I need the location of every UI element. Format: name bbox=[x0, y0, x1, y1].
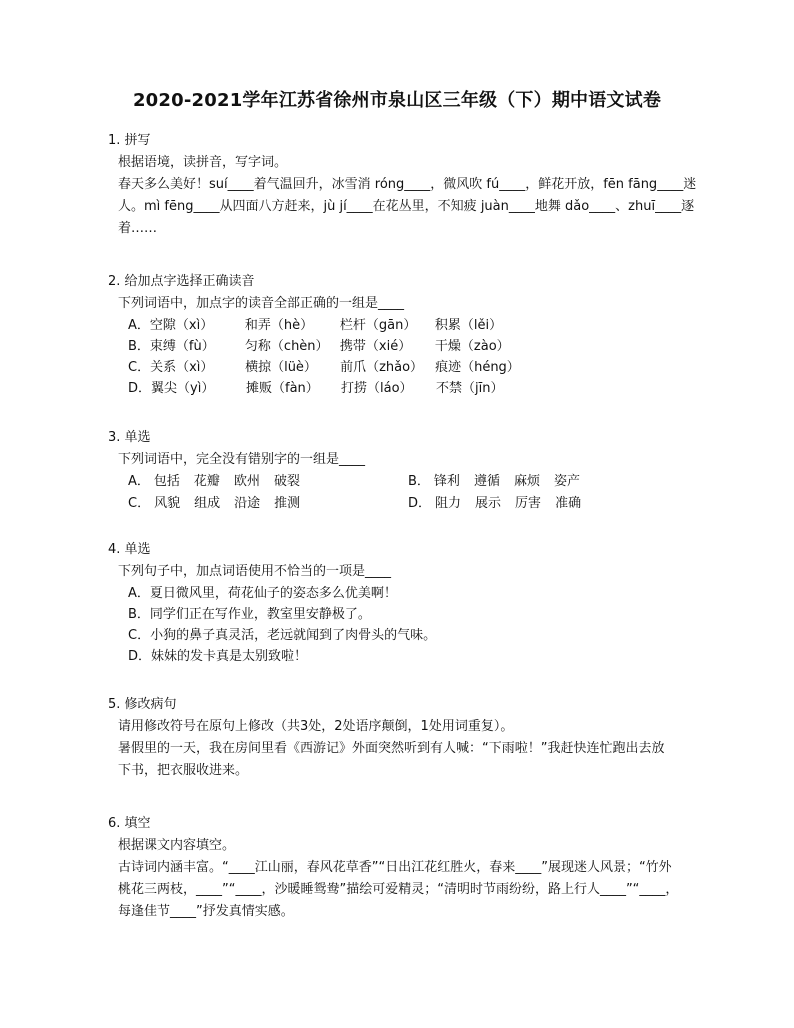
option-word: 推测 bbox=[274, 496, 301, 511]
option-word: 阻力 bbox=[435, 496, 462, 511]
option-term: 匀称（chèn） bbox=[244, 339, 329, 354]
question-6-text-line-1: 古诗词内涵丰富。“____江山丽，春风花草香”“日出江花红胜火，春来____”展现迷人风景；“竹外 bbox=[118, 860, 672, 875]
question-5 bbox=[108, 694, 708, 782]
question-6-heading: 6. 填空 bbox=[108, 816, 151, 831]
option-term: 和弄（hè） bbox=[244, 318, 314, 333]
option-word: 准确 bbox=[555, 496, 582, 511]
question-6-text-line-3: 每逢佳节____”抒发真情实感。 bbox=[118, 904, 294, 919]
question-3 bbox=[108, 427, 708, 515]
option-term: 不禁（jīn） bbox=[436, 381, 504, 396]
question-3-heading: 3. 单选 bbox=[108, 430, 151, 445]
question-4-heading: 4. 单选 bbox=[108, 542, 151, 557]
option-term: 干燥（zào） bbox=[434, 339, 510, 354]
option-term: 横掠（lüè） bbox=[245, 360, 317, 375]
option-label: C． bbox=[128, 496, 151, 511]
option-word: 展示 bbox=[475, 496, 502, 511]
question-5-heading: 5. 修改病句 bbox=[108, 697, 177, 712]
option-word: 麻烦 bbox=[513, 474, 540, 489]
option-row-ab bbox=[108, 471, 708, 493]
option-term: 栏杆（gān） bbox=[339, 318, 417, 333]
option-word: 姿产 bbox=[553, 474, 580, 489]
question-2-stem: 下列词语中，加点字的读音全部正确的一组是____ bbox=[118, 296, 405, 311]
option-d: D．妹妹的发卡真是太别致啦！ bbox=[128, 649, 308, 664]
question-1-text-line-3: 着…… bbox=[118, 221, 158, 236]
option-b: B．同学们正在写作业，教室里安静极了。 bbox=[128, 607, 371, 622]
question-5-sentence-line-2: 下书，把衣服收进来。 bbox=[118, 763, 249, 778]
question-1-instruction: 根据语境，读拼音，写字词。 bbox=[118, 155, 288, 170]
option-c bbox=[108, 357, 708, 378]
option-row-cd bbox=[108, 493, 708, 515]
question-1-text-line-1: 春天多么美好！suí____着气温回升，冰雪消 róng____，微风吹 fú____，鲜花开放，fēn fāng____迷 bbox=[118, 177, 697, 192]
option-d bbox=[408, 493, 595, 515]
option-word: 锋利 bbox=[433, 474, 460, 489]
option-label: B． bbox=[128, 339, 150, 354]
option-term: 痕迹（héng） bbox=[435, 360, 520, 375]
option-label: D． bbox=[408, 496, 432, 511]
option-term: 前爪（zhǎo） bbox=[340, 360, 424, 375]
question-2-heading: 2. 给加点字选择正确读音 bbox=[108, 274, 255, 289]
option-d bbox=[108, 378, 708, 399]
option-a bbox=[128, 471, 314, 493]
option-word: 遵循 bbox=[473, 474, 500, 489]
option-c bbox=[128, 493, 314, 515]
question-3-stem: 下列词语中，完全没有错别字的一组是____ bbox=[118, 452, 366, 467]
question-1-text-line-2: 人。mì fēng____从四面八方赶来，jù jí____在花丛里，不知疲 juàn____地舞 dǎo____、zhuī____逐 bbox=[118, 199, 695, 214]
option-word: 欧州 bbox=[233, 474, 260, 489]
option-term: 积累（lěi） bbox=[434, 318, 503, 333]
option-a bbox=[108, 315, 708, 336]
option-term: 打捞（láo） bbox=[341, 381, 413, 396]
option-b bbox=[108, 336, 708, 357]
option-b bbox=[408, 471, 594, 493]
option-word: 沿途 bbox=[234, 496, 261, 511]
question-1-heading: 1. 拼写 bbox=[108, 133, 151, 148]
option-label: B． bbox=[408, 474, 430, 489]
question-6-instruction: 根据课文内容填空。 bbox=[118, 838, 236, 853]
option-a: A．夏日微风里，荷花仙子的姿态多么优美啊！ bbox=[128, 586, 397, 601]
option-term: 关系（xì） bbox=[150, 360, 214, 375]
option-term: 翼尖（yì） bbox=[151, 381, 215, 396]
option-label: A． bbox=[128, 474, 150, 489]
question-6-text-line-2: 桃花三两枝，____”“____，沙暖睡鸳鸯”描绘可爱精灵；“清明时节雨纷纷，路上行人____”“____， bbox=[118, 882, 679, 897]
option-label: D． bbox=[128, 381, 152, 396]
option-term: 束缚（fù） bbox=[149, 339, 215, 354]
option-word: 组成 bbox=[194, 496, 221, 511]
question-5-sentence-line-1: 暑假里的一天，我在房间里看《西游记》外面突然听到有人喊：“下雨啦！”我赶快连忙跑出去放 bbox=[118, 741, 665, 756]
option-term: 摊贩（fàn） bbox=[246, 381, 319, 396]
question-6 bbox=[108, 813, 708, 923]
option-term: 携带（xié） bbox=[339, 339, 412, 354]
option-word: 破裂 bbox=[273, 474, 300, 489]
option-label: A． bbox=[128, 318, 150, 333]
option-label: C． bbox=[128, 360, 151, 375]
option-word: 花瓣 bbox=[193, 474, 220, 489]
question-1 bbox=[108, 130, 708, 240]
option-word: 包括 bbox=[153, 474, 180, 489]
option-c: C．小狗的鼻子真灵活，老远就闻到了肉骨头的气味。 bbox=[128, 628, 437, 643]
option-term: 空隙（xì） bbox=[149, 318, 214, 333]
question-4 bbox=[108, 539, 708, 667]
question-5-instruction: 请用修改符号在原句上修改（共3处，2处语序颠倒，1处用词重复）。 bbox=[118, 719, 514, 734]
question-4-stem: 下列句子中，加点词语使用不恰当的一项是____ bbox=[118, 564, 392, 579]
exam-title: 2020-2021学年江苏省徐州市泉山区三年级（下）期中语文试卷 bbox=[132, 90, 662, 111]
question-2 bbox=[108, 271, 708, 399]
option-word: 厉害 bbox=[515, 496, 542, 511]
option-word: 风貌 bbox=[154, 496, 181, 511]
